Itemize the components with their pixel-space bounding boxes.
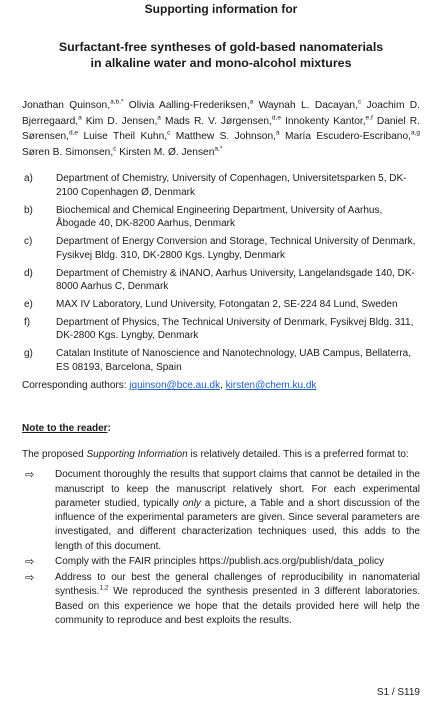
corresponding-star: * xyxy=(219,145,223,153)
affiliation-text: Department of Chemistry & iNANO, Aarhus University, Langelandsgade 140, DK-8000 Aarhus C, Denmark xyxy=(56,267,415,292)
corresponding-authors xyxy=(22,379,420,392)
bullet-text-cont: We reproduced the synthesis presented in 3 different laboratories. Based on this experience we hope that the details provided here will help the community to reproduce and best exploits the results. xyxy=(55,586,420,626)
author-affiliation-marker: c xyxy=(357,98,362,106)
author xyxy=(165,116,281,127)
note-heading-colon: : xyxy=(107,423,111,435)
author-name: Joachim D. Bjerregaard, xyxy=(22,100,420,127)
affiliation-text: Department of Energy Conversion and Storage, Technical University of Denmark, Fysikvej Bldg. 310, DK-2800 Kgs. Lyngby, Denmark xyxy=(56,236,416,261)
bullet-text: Document thoroughly the results that support claims that cannot be detailed in the manuscript to keep the manuscript relatively short. For each experimental parameter studied, typically xyxy=(55,469,420,509)
affiliation-text: Department of Physics, The Technical University of Denmark, Fysikvej Bldg. 311, DK-2800 Kgs. Lyngby, Denmark xyxy=(56,317,414,342)
email-link-quinson[interactable]: jquinson@bce.au.dk xyxy=(129,380,221,392)
affiliation-label: c) xyxy=(24,236,33,248)
bullet-text-cont: a picture, a Table and a short discussion of the influence of the experimental parameters are given. Since several parameters are investigated, and different characterization techniques used, this adds to the length of this document. xyxy=(55,497,420,552)
author-name: Innokenty Kantor, xyxy=(285,115,366,127)
affiliation-item xyxy=(22,204,420,231)
author-name: Søren B. Simonsen, xyxy=(22,146,114,158)
author-affiliation-marker: d,e xyxy=(69,129,79,137)
author-affiliation-marker: a xyxy=(249,98,254,106)
bullet-text: Address to our best the general challenges of reproducibility in nanomaterial synthesis. xyxy=(55,572,420,598)
author-list xyxy=(22,98,420,160)
author-affiliation-marker: a xyxy=(157,114,161,122)
author xyxy=(285,116,373,127)
page-number: S1 / S119 xyxy=(376,687,420,698)
affiliation-item xyxy=(22,298,420,311)
author xyxy=(176,131,280,142)
author-name: María Escudero-Escribano, xyxy=(284,131,411,143)
author xyxy=(22,147,116,158)
author-name: Mads R. V. Jørgensen, xyxy=(164,115,272,127)
author-name: Luise Theil Kuhn, xyxy=(83,131,168,143)
document-page xyxy=(0,2,442,702)
arrow-right-icon: ⇨ xyxy=(25,469,35,482)
title-line-2: in alkaline water and mono-alcohol mixtures xyxy=(90,56,352,70)
author-name: Daniel R. Sørensen, xyxy=(22,115,420,143)
author-affiliation-marker: a, xyxy=(214,145,220,153)
author-name: Matthew S. Johnson, xyxy=(175,131,276,143)
author-affiliation-marker: e,f xyxy=(365,114,373,122)
corresponding-label: Corresponding authors: xyxy=(22,380,130,392)
affiliation-item xyxy=(22,235,420,262)
author-name: Jonathan Quinson, xyxy=(22,100,111,111)
page-header: Supporting information for xyxy=(144,2,298,16)
author-affiliation-marker: a xyxy=(275,129,280,137)
affiliation-text: Biochemical and Chemical Engineering Department, University of Aarhus, Åbogade 40, DK-8200 Aarhus, Denmark xyxy=(56,204,383,230)
note-heading xyxy=(22,422,420,435)
author-name: Kirsten M. Ø. Jensen xyxy=(119,146,215,158)
note-bullet xyxy=(22,468,420,554)
affiliation-item xyxy=(22,267,420,294)
citation-marker: 1,2 xyxy=(99,585,109,593)
affiliation-label: b) xyxy=(24,204,33,216)
affiliation-label: a) xyxy=(24,173,33,185)
note-bullet xyxy=(22,555,420,569)
author-affiliation-marker: a,b, xyxy=(110,98,121,106)
affiliation-label: d) xyxy=(24,267,33,279)
note-bullet xyxy=(22,571,420,628)
arrow-right-icon: ⇨ xyxy=(25,556,35,569)
author-name: Olivia Aalling-Frederiksen, xyxy=(128,100,250,111)
corresponding-star: * xyxy=(120,98,124,106)
affiliation-text: Catalan Institute of Nanoscience and Nanotechnology, UAB Campus, Bellaterra, ES 08193, Barcelona, Spain xyxy=(56,348,412,373)
bullet-text: Comply with the FAIR principles https://publish.acs.org/publish/data_policy xyxy=(55,556,385,568)
affiliation-text: Department of Chemistry, University of Copenhagen, Universitetsparken 5, DK-2100 Copenhagen Ø, Denmark xyxy=(56,173,407,198)
email-link-jensen[interactable]: kirsten@chem.ku.dk xyxy=(225,380,317,392)
author-affiliation-marker: a xyxy=(78,114,82,122)
author-affiliation-marker: c xyxy=(113,145,117,153)
author xyxy=(86,116,161,127)
author-name: Waynah L. Dacayan, xyxy=(258,100,358,111)
arrow-right-icon: ⇨ xyxy=(25,572,35,585)
affiliation-text: MAX IV Laboratory, Lund University, Fotongatan 2, SE-224 84 Lund, Sweden xyxy=(56,299,398,310)
author-affiliation-marker: c xyxy=(167,129,171,137)
author xyxy=(285,131,420,142)
email-separator: , xyxy=(220,380,226,392)
author-affiliation-marker: d,e xyxy=(271,114,281,122)
affiliation-item xyxy=(22,172,420,199)
affiliation-label: f) xyxy=(24,317,31,328)
affiliation-label: g) xyxy=(24,348,33,360)
note-intro-post: is relatively detailed. This is a preferred format to: xyxy=(187,449,409,461)
note-intro-pre: The proposed xyxy=(22,449,87,461)
bullet-italic: only xyxy=(182,497,201,509)
affiliation-label: e) xyxy=(24,299,33,310)
author xyxy=(119,147,222,158)
author xyxy=(22,100,123,111)
paper-title xyxy=(22,39,420,71)
note-intro xyxy=(22,448,420,461)
note-intro-italic: Supporting Information xyxy=(86,449,188,461)
note-bullet-list xyxy=(22,468,420,628)
author xyxy=(129,100,253,111)
note-heading-text: Note to the reader xyxy=(22,423,108,435)
affiliation-item xyxy=(22,347,420,374)
title-line-1: Surfactant-free syntheses of gold-based nanomaterials xyxy=(58,40,384,54)
author xyxy=(259,100,362,111)
author-affiliation-marker: a,g xyxy=(410,129,420,137)
author xyxy=(83,131,170,142)
affiliation-list xyxy=(22,172,420,374)
author-name: Kim D. Jensen, xyxy=(85,115,158,127)
affiliation-item xyxy=(22,316,420,343)
